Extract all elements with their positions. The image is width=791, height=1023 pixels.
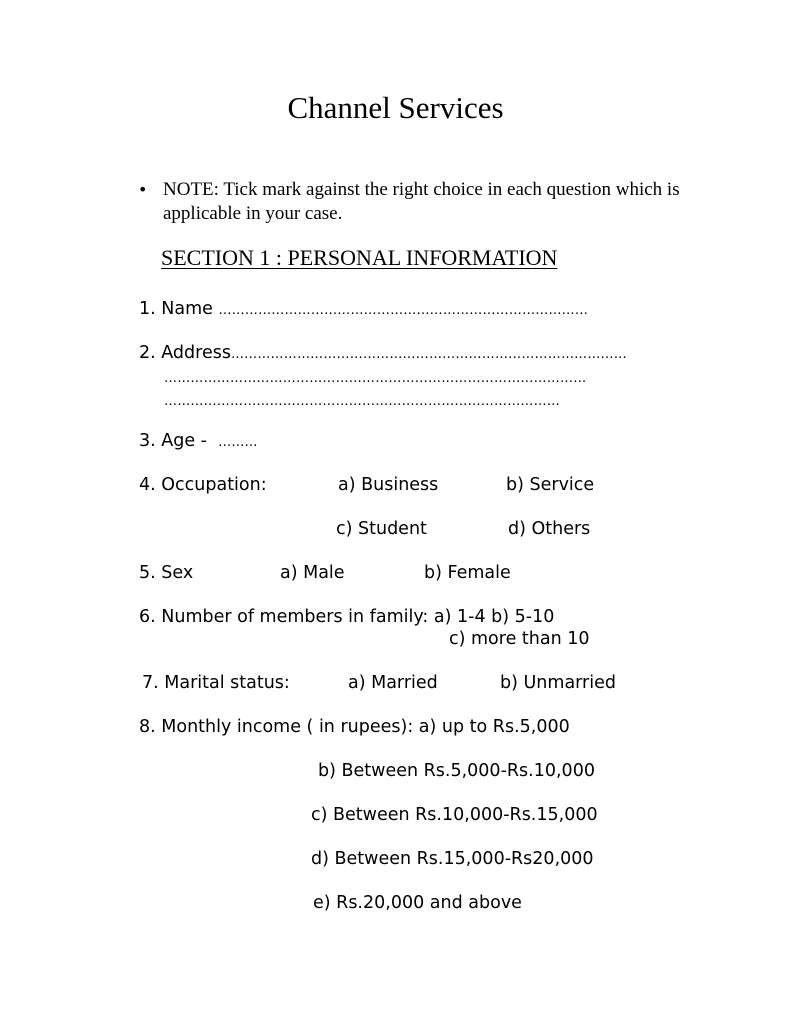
occupation-option-service[interactable]: b) Service (506, 475, 595, 495)
question-name (139, 298, 588, 322)
note-bullet: • (138, 180, 148, 199)
question-family-members[interactable]: 6. Number of members in family: a) 1-4 b) 5-10 (139, 607, 555, 627)
address-blank-field-1[interactable]: ……………………………………………………………………………… (230, 347, 627, 362)
name-blank-field[interactable]: ………………………………………………………………………… (218, 303, 589, 318)
question-address (139, 342, 627, 366)
family-members-option-more-than-10[interactable]: c) more than 10 (449, 629, 590, 649)
occupation-option-student[interactable]: c) Student (336, 519, 427, 539)
marital-option-married[interactable]: a) Married (348, 673, 438, 693)
question-sex-label: 5. Sex (139, 563, 194, 583)
question-address-label: 2. Address (139, 343, 231, 363)
sex-option-male[interactable]: a) Male (280, 563, 345, 583)
occupation-option-business[interactable]: a) Business (338, 475, 439, 495)
occupation-option-others[interactable]: d) Others (508, 519, 591, 539)
marital-option-unmarried[interactable]: b) Unmarried (500, 673, 616, 693)
question-age (139, 430, 258, 454)
question-age-label: 3. Age - (139, 431, 207, 451)
question-marital-status-label: 7. Marital status: (142, 673, 290, 693)
question-name-label: 1. Name (139, 299, 213, 319)
address-blank-field-3[interactable]: ……………………………………………………………………………… (164, 394, 560, 409)
note-text: NOTE: Tick mark against the right choice in each question which is applicable in your case. (163, 179, 680, 224)
income-option-10000-15000[interactable]: c) Between Rs.10,000-Rs.15,000 (311, 805, 598, 825)
age-blank-field[interactable]: ……… (218, 435, 258, 450)
income-option-20000-above[interactable]: e) Rs.20,000 and above (313, 893, 522, 913)
income-option-15000-20000[interactable]: d) Between Rs.15,000-Rs20,000 (311, 849, 594, 869)
income-option-5000-10000[interactable]: b) Between Rs.5,000-Rs.10,000 (318, 761, 595, 781)
question-monthly-income[interactable]: 8. Monthly income ( in rupees): a) up to Rs.5,000 (139, 717, 570, 737)
address-blank-field-2[interactable]: …………………………………………………………………………………… (164, 371, 587, 386)
question-occupation-label: 4. Occupation: (139, 475, 267, 495)
sex-option-female[interactable]: b) Female (424, 563, 511, 583)
section-heading: SECTION 1 : PERSONAL INFORMATION (161, 245, 558, 270)
page-title: Channel Services (287, 90, 504, 125)
